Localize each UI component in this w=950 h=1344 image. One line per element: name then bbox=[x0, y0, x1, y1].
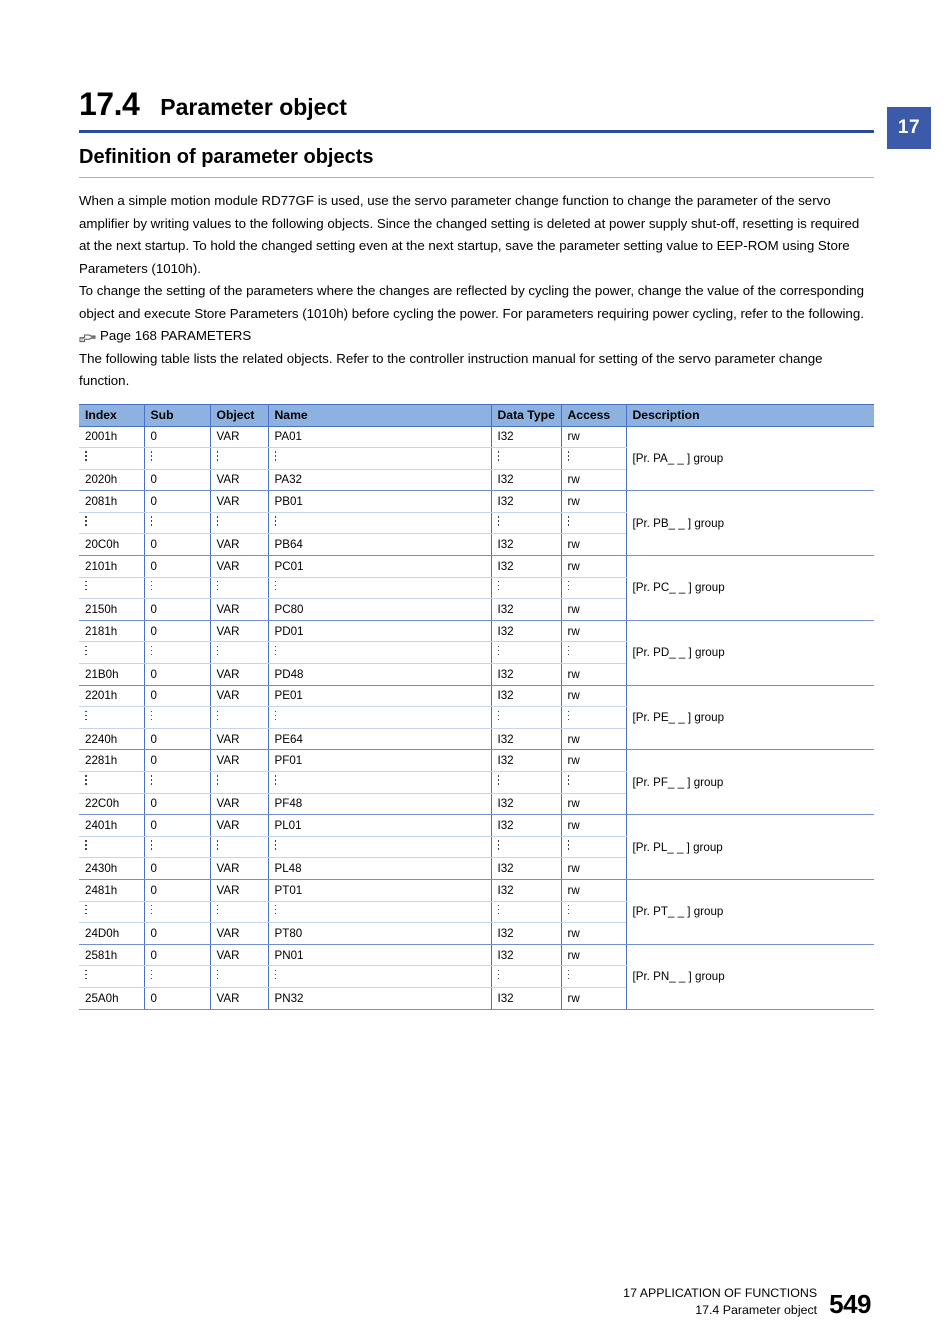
pointing-hand-icon bbox=[79, 330, 96, 342]
cell-object: VAR bbox=[210, 728, 268, 750]
cell-data-type: I32 bbox=[491, 685, 561, 707]
cell-name: PA01 bbox=[268, 426, 491, 448]
cell-access: rw bbox=[561, 944, 626, 966]
cell-sub: 0 bbox=[144, 750, 210, 772]
vertical-ellipsis-icon bbox=[151, 581, 154, 592]
cell-description: [Pr. PT_ _ ] group bbox=[626, 879, 874, 944]
cell-description: [Pr. PB_ _ ] group bbox=[626, 491, 874, 556]
cell-object bbox=[210, 448, 268, 470]
cell-name: PD01 bbox=[268, 620, 491, 642]
cell-name bbox=[268, 707, 491, 729]
vertical-ellipsis-icon bbox=[568, 970, 571, 981]
vertical-ellipsis-icon bbox=[217, 711, 220, 722]
paragraph-1: When a simple motion module RD77GF is used, use the servo parameter change function to change the parameter of the servo amplifier by writing values to the following objects. Since the changed setting is deleted at power supply shut-off, resetting is required at the next startup. To hold the changed setting even at the next startup, save the parameter setting value to EEP-ROM using Store Parameters (1010h). bbox=[79, 193, 860, 276]
cell-access bbox=[561, 642, 626, 664]
cell-access: rw bbox=[561, 987, 626, 1009]
page-content bbox=[79, 0, 874, 1010]
cell-name bbox=[268, 772, 491, 794]
cell-index: 2240h bbox=[79, 728, 144, 750]
cell-data-type bbox=[491, 512, 561, 534]
vertical-ellipsis-icon bbox=[217, 451, 220, 462]
cell-object: VAR bbox=[210, 987, 268, 1009]
cell-name: PL01 bbox=[268, 815, 491, 837]
vertical-ellipsis-icon bbox=[275, 775, 278, 786]
table-header-row bbox=[79, 404, 874, 426]
cell-sub bbox=[144, 772, 210, 794]
cell-name bbox=[268, 448, 491, 470]
column-header-sub: Sub bbox=[144, 404, 210, 426]
column-header-name: Name bbox=[268, 404, 491, 426]
cell-index: 20C0h bbox=[79, 534, 144, 556]
vertical-ellipsis-icon bbox=[498, 840, 501, 851]
cell-sub: 0 bbox=[144, 664, 210, 686]
cell-sub bbox=[144, 642, 210, 664]
body-text bbox=[79, 190, 874, 393]
cell-sub: 0 bbox=[144, 491, 210, 513]
vertical-ellipsis-icon bbox=[568, 840, 571, 851]
vertical-ellipsis-icon bbox=[217, 646, 220, 657]
table-row bbox=[79, 750, 874, 772]
cell-sub: 0 bbox=[144, 815, 210, 837]
cell-index bbox=[79, 772, 144, 794]
cell-name bbox=[268, 901, 491, 923]
cell-access bbox=[561, 966, 626, 988]
cell-sub: 0 bbox=[144, 879, 210, 901]
table-header bbox=[79, 404, 874, 426]
cell-sub: 0 bbox=[144, 534, 210, 556]
cell-name: PB01 bbox=[268, 491, 491, 513]
cell-object bbox=[210, 901, 268, 923]
cell-index: 2581h bbox=[79, 944, 144, 966]
vertical-ellipsis-icon bbox=[568, 711, 571, 722]
cell-description: [Pr. PA_ _ ] group bbox=[626, 426, 874, 491]
cell-data-type: I32 bbox=[491, 858, 561, 880]
cell-description: [Pr. PC_ _ ] group bbox=[626, 556, 874, 621]
vertical-ellipsis-icon bbox=[85, 775, 88, 786]
cell-access: rw bbox=[561, 728, 626, 750]
vertical-ellipsis-icon bbox=[151, 711, 154, 722]
cell-access: rw bbox=[561, 750, 626, 772]
cell-object: VAR bbox=[210, 944, 268, 966]
vertical-ellipsis-icon bbox=[151, 905, 154, 916]
cell-sub bbox=[144, 836, 210, 858]
cell-index bbox=[79, 901, 144, 923]
cell-sub bbox=[144, 901, 210, 923]
page-footer bbox=[623, 1285, 871, 1319]
vertical-ellipsis-icon bbox=[217, 775, 220, 786]
cell-index bbox=[79, 448, 144, 470]
vertical-ellipsis-icon bbox=[85, 646, 88, 657]
cell-data-type: I32 bbox=[491, 664, 561, 686]
cell-name: PC80 bbox=[268, 599, 491, 621]
vertical-ellipsis-icon bbox=[568, 451, 571, 462]
cell-data-type: I32 bbox=[491, 728, 561, 750]
cell-index bbox=[79, 966, 144, 988]
cell-name: PA32 bbox=[268, 469, 491, 491]
table-row bbox=[79, 556, 874, 578]
cell-access bbox=[561, 901, 626, 923]
vertical-ellipsis-icon bbox=[568, 905, 571, 916]
cell-object bbox=[210, 966, 268, 988]
footer-section-line: 17.4 Parameter object bbox=[695, 1303, 818, 1317]
cell-data-type: I32 bbox=[491, 469, 561, 491]
vertical-ellipsis-icon bbox=[151, 775, 154, 786]
cell-access: rw bbox=[561, 923, 626, 945]
cell-access bbox=[561, 512, 626, 534]
cell-index: 2101h bbox=[79, 556, 144, 578]
footer-chapter-line: 17 APPLICATION OF FUNCTIONS bbox=[623, 1286, 818, 1300]
cell-data-type: I32 bbox=[491, 491, 561, 513]
cell-access bbox=[561, 836, 626, 858]
table-row bbox=[79, 879, 874, 901]
cell-data-type: I32 bbox=[491, 944, 561, 966]
vertical-ellipsis-icon bbox=[498, 775, 501, 786]
cell-name: PB64 bbox=[268, 534, 491, 556]
vertical-ellipsis-icon bbox=[151, 840, 154, 851]
cross-reference-label: Page 168 PARAMETERS bbox=[100, 328, 252, 343]
vertical-ellipsis-icon bbox=[568, 646, 571, 657]
cell-object: VAR bbox=[210, 923, 268, 945]
vertical-ellipsis-icon bbox=[275, 451, 278, 462]
cell-object: VAR bbox=[210, 815, 268, 837]
cell-object: VAR bbox=[210, 469, 268, 491]
cell-sub: 0 bbox=[144, 858, 210, 880]
column-header-index: Index bbox=[79, 404, 144, 426]
cell-object: VAR bbox=[210, 793, 268, 815]
vertical-ellipsis-icon bbox=[85, 905, 88, 916]
footer-breadcrumb bbox=[623, 1285, 817, 1319]
cell-data-type bbox=[491, 901, 561, 923]
cell-data-type: I32 bbox=[491, 923, 561, 945]
cell-data-type: I32 bbox=[491, 987, 561, 1009]
cell-access: rw bbox=[561, 620, 626, 642]
cell-access: rw bbox=[561, 793, 626, 815]
cell-sub: 0 bbox=[144, 793, 210, 815]
cell-index: 2481h bbox=[79, 879, 144, 901]
cell-index: 2150h bbox=[79, 599, 144, 621]
cell-sub bbox=[144, 448, 210, 470]
cell-object: VAR bbox=[210, 599, 268, 621]
heading-rule-thick bbox=[79, 130, 874, 133]
section-heading bbox=[79, 0, 874, 120]
table-row bbox=[79, 491, 874, 513]
chapter-tab-label: 17 bbox=[897, 117, 921, 138]
table-body bbox=[79, 426, 874, 1009]
column-header-object: Object bbox=[210, 404, 268, 426]
parameter-object-table bbox=[79, 404, 874, 1010]
cell-name bbox=[268, 512, 491, 534]
cell-name: PT80 bbox=[268, 923, 491, 945]
cell-data-type bbox=[491, 642, 561, 664]
column-header-access: Access bbox=[561, 404, 626, 426]
cell-name: PD48 bbox=[268, 664, 491, 686]
vertical-ellipsis-icon bbox=[217, 840, 220, 851]
cell-name: PT01 bbox=[268, 879, 491, 901]
vertical-ellipsis-icon bbox=[498, 905, 501, 916]
cell-sub: 0 bbox=[144, 728, 210, 750]
cell-index: 21B0h bbox=[79, 664, 144, 686]
cell-object bbox=[210, 642, 268, 664]
cell-name: PF48 bbox=[268, 793, 491, 815]
cell-data-type: I32 bbox=[491, 750, 561, 772]
cell-object bbox=[210, 836, 268, 858]
cell-index: 22C0h bbox=[79, 793, 144, 815]
table-row bbox=[79, 426, 874, 448]
cell-object bbox=[210, 512, 268, 534]
cell-name bbox=[268, 577, 491, 599]
vertical-ellipsis-icon bbox=[275, 711, 278, 722]
vertical-ellipsis-icon bbox=[568, 775, 571, 786]
vertical-ellipsis-icon bbox=[85, 516, 88, 527]
vertical-ellipsis-icon bbox=[217, 970, 220, 981]
cell-sub: 0 bbox=[144, 426, 210, 448]
section-title: Parameter object bbox=[160, 94, 347, 120]
cell-object: VAR bbox=[210, 491, 268, 513]
vertical-ellipsis-icon bbox=[498, 451, 501, 462]
cross-reference-link[interactable] bbox=[79, 325, 874, 348]
cell-data-type: I32 bbox=[491, 556, 561, 578]
cell-data-type bbox=[491, 577, 561, 599]
cell-data-type: I32 bbox=[491, 599, 561, 621]
cell-sub: 0 bbox=[144, 599, 210, 621]
cell-access: rw bbox=[561, 685, 626, 707]
cell-object: VAR bbox=[210, 685, 268, 707]
vertical-ellipsis-icon bbox=[498, 516, 501, 527]
cell-data-type: I32 bbox=[491, 426, 561, 448]
cell-data-type bbox=[491, 448, 561, 470]
cell-data-type: I32 bbox=[491, 815, 561, 837]
cell-object bbox=[210, 577, 268, 599]
cell-description: [Pr. PE_ _ ] group bbox=[626, 685, 874, 750]
vertical-ellipsis-icon bbox=[151, 516, 154, 527]
vertical-ellipsis-icon bbox=[85, 840, 88, 851]
vertical-ellipsis-icon bbox=[85, 970, 88, 981]
cell-access bbox=[561, 448, 626, 470]
cell-sub bbox=[144, 577, 210, 599]
vertical-ellipsis-icon bbox=[498, 970, 501, 981]
cell-name bbox=[268, 966, 491, 988]
cell-index: 2020h bbox=[79, 469, 144, 491]
cell-access bbox=[561, 577, 626, 599]
cell-access: rw bbox=[561, 858, 626, 880]
cell-object: VAR bbox=[210, 426, 268, 448]
cell-access: rw bbox=[561, 664, 626, 686]
cell-data-type: I32 bbox=[491, 793, 561, 815]
cell-data-type: I32 bbox=[491, 620, 561, 642]
subheading-rule-thin bbox=[79, 177, 874, 178]
cell-access: rw bbox=[561, 469, 626, 491]
cell-object: VAR bbox=[210, 750, 268, 772]
vertical-ellipsis-icon bbox=[217, 581, 220, 592]
cell-access: rw bbox=[561, 426, 626, 448]
cell-sub: 0 bbox=[144, 944, 210, 966]
cell-access: rw bbox=[561, 556, 626, 578]
cell-sub bbox=[144, 512, 210, 534]
cell-data-type bbox=[491, 966, 561, 988]
vertical-ellipsis-icon bbox=[498, 711, 501, 722]
cell-index bbox=[79, 836, 144, 858]
cell-object: VAR bbox=[210, 879, 268, 901]
vertical-ellipsis-icon bbox=[498, 646, 501, 657]
cell-name bbox=[268, 642, 491, 664]
cell-data-type: I32 bbox=[491, 534, 561, 556]
table-row bbox=[79, 944, 874, 966]
cell-sub bbox=[144, 966, 210, 988]
column-header-description: Description bbox=[626, 404, 874, 426]
table-row bbox=[79, 815, 874, 837]
cell-access: rw bbox=[561, 815, 626, 837]
cell-index: 2430h bbox=[79, 858, 144, 880]
subsection-title: Definition of parameter objects bbox=[79, 146, 374, 168]
table-row bbox=[79, 620, 874, 642]
cell-index: 2281h bbox=[79, 750, 144, 772]
vertical-ellipsis-icon bbox=[275, 646, 278, 657]
vertical-ellipsis-icon bbox=[217, 905, 220, 916]
cell-access: rw bbox=[561, 599, 626, 621]
cell-object bbox=[210, 772, 268, 794]
cell-data-type bbox=[491, 836, 561, 858]
cell-sub bbox=[144, 707, 210, 729]
vertical-ellipsis-icon bbox=[151, 970, 154, 981]
cell-name: PF01 bbox=[268, 750, 491, 772]
cell-data-type bbox=[491, 707, 561, 729]
cell-name: PC01 bbox=[268, 556, 491, 578]
vertical-ellipsis-icon bbox=[85, 451, 88, 462]
cell-name: PN32 bbox=[268, 987, 491, 1009]
cell-index: 2181h bbox=[79, 620, 144, 642]
cell-index bbox=[79, 512, 144, 534]
cell-access bbox=[561, 707, 626, 729]
cell-sub: 0 bbox=[144, 620, 210, 642]
cell-object: VAR bbox=[210, 556, 268, 578]
column-header-data-type: Data Type bbox=[491, 404, 561, 426]
cell-object: VAR bbox=[210, 858, 268, 880]
cell-description: [Pr. PD_ _ ] group bbox=[626, 620, 874, 685]
table-row bbox=[79, 685, 874, 707]
cell-data-type bbox=[491, 772, 561, 794]
cell-description: [Pr. PN_ _ ] group bbox=[626, 944, 874, 1009]
cell-object: VAR bbox=[210, 534, 268, 556]
cell-index: 2401h bbox=[79, 815, 144, 837]
cell-name: PN01 bbox=[268, 944, 491, 966]
cell-access: rw bbox=[561, 534, 626, 556]
vertical-ellipsis-icon bbox=[217, 516, 220, 527]
cell-index: 24D0h bbox=[79, 923, 144, 945]
cell-index: 2081h bbox=[79, 491, 144, 513]
cell-sub: 0 bbox=[144, 685, 210, 707]
cell-data-type: I32 bbox=[491, 879, 561, 901]
cell-index: 2201h bbox=[79, 685, 144, 707]
vertical-ellipsis-icon bbox=[275, 581, 278, 592]
cell-description: [Pr. PF_ _ ] group bbox=[626, 750, 874, 815]
vertical-ellipsis-icon bbox=[151, 646, 154, 657]
section-number: 17.4 bbox=[79, 86, 140, 122]
cell-sub: 0 bbox=[144, 987, 210, 1009]
vertical-ellipsis-icon bbox=[275, 516, 278, 527]
cell-object bbox=[210, 707, 268, 729]
cell-sub: 0 bbox=[144, 556, 210, 578]
cell-index: 2001h bbox=[79, 426, 144, 448]
vertical-ellipsis-icon bbox=[151, 451, 154, 462]
cell-name bbox=[268, 836, 491, 858]
vertical-ellipsis-icon bbox=[568, 581, 571, 592]
cell-index bbox=[79, 577, 144, 599]
vertical-ellipsis-icon bbox=[275, 840, 278, 851]
cell-access: rw bbox=[561, 879, 626, 901]
page-number: 549 bbox=[829, 1289, 871, 1319]
cell-index bbox=[79, 707, 144, 729]
vertical-ellipsis-icon bbox=[568, 516, 571, 527]
cell-name: PL48 bbox=[268, 858, 491, 880]
vertical-ellipsis-icon bbox=[275, 905, 278, 916]
cell-access bbox=[561, 772, 626, 794]
vertical-ellipsis-icon bbox=[85, 581, 88, 592]
cell-description: [Pr. PL_ _ ] group bbox=[626, 815, 874, 880]
cell-sub: 0 bbox=[144, 469, 210, 491]
cell-access: rw bbox=[561, 491, 626, 513]
cell-name: PE64 bbox=[268, 728, 491, 750]
vertical-ellipsis-icon bbox=[498, 581, 501, 592]
cell-index: 25A0h bbox=[79, 987, 144, 1009]
cell-object: VAR bbox=[210, 620, 268, 642]
vertical-ellipsis-icon bbox=[275, 970, 278, 981]
cell-object: VAR bbox=[210, 664, 268, 686]
cell-sub: 0 bbox=[144, 923, 210, 945]
cell-index bbox=[79, 642, 144, 664]
cell-name: PE01 bbox=[268, 685, 491, 707]
vertical-ellipsis-icon bbox=[85, 711, 88, 722]
chapter-tab bbox=[887, 107, 931, 149]
paragraph-3: The following table lists the related objects. Refer to the controller instruction manual for setting of the servo parameter change function. bbox=[79, 350, 823, 388]
paragraph-2: To change the setting of the parameters where the changes are reflected by cycling the power, change the value of the corresponding object and execute Store Parameters (1010h) before cycling the power. For parameters requiring power cycling, refer to the following. bbox=[79, 283, 865, 321]
